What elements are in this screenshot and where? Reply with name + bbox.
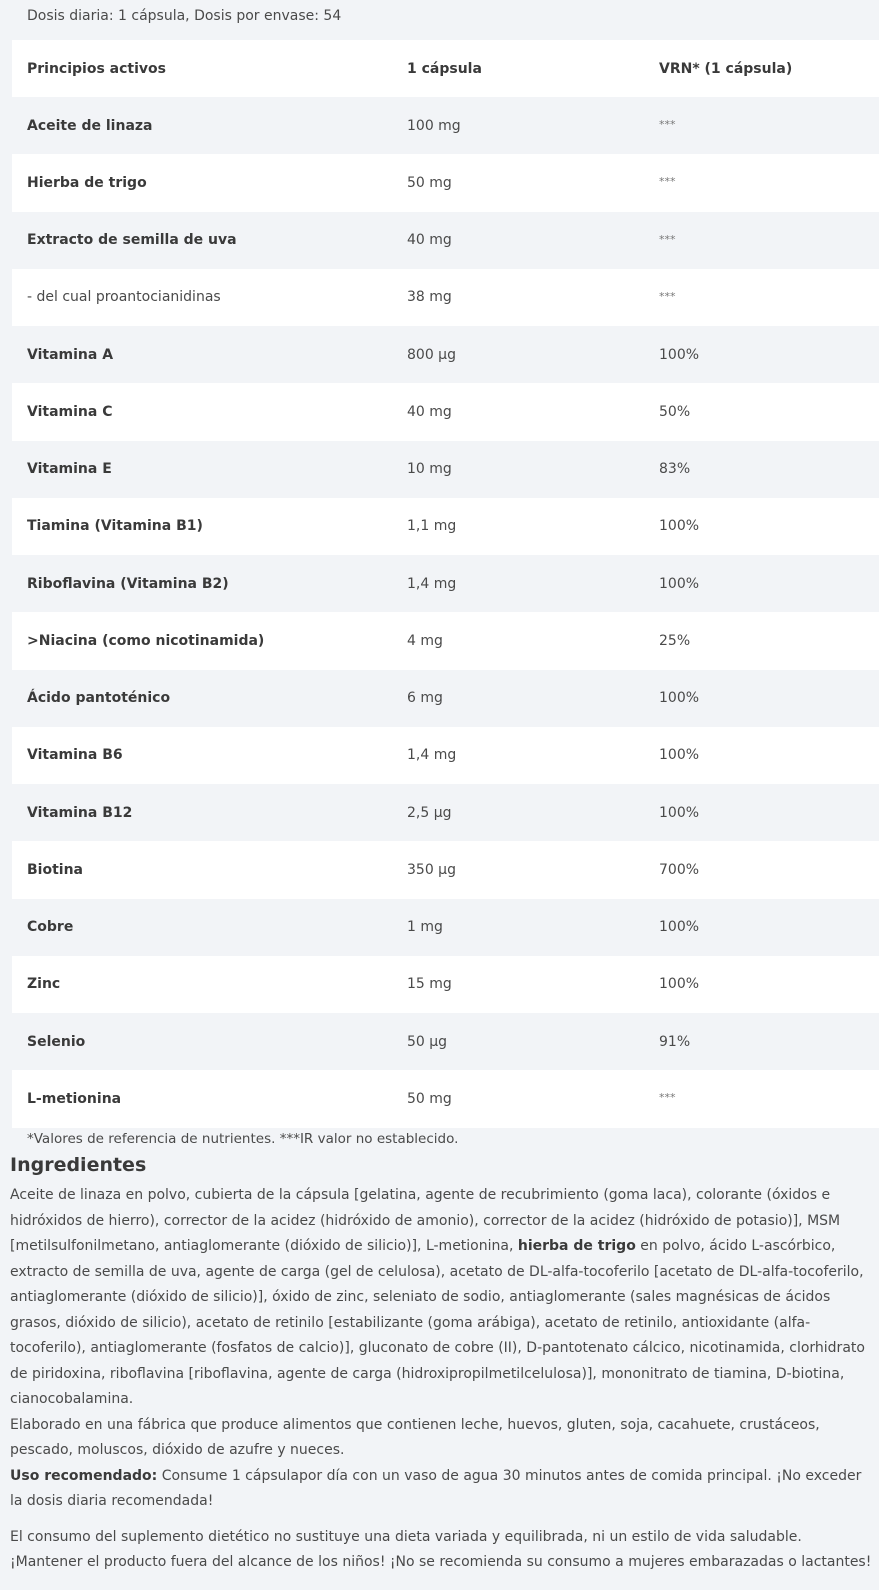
nutrient-vrn: 83% <box>659 461 691 478</box>
nutrient-vrn: 50% <box>659 403 691 420</box>
nutrient-name: Hierba de trigo <box>27 174 147 191</box>
nutrient-vrn: 25% <box>659 632 691 649</box>
nutrient-name: Vitamina C <box>27 403 113 420</box>
nutrient-vrn: 100% <box>659 804 700 821</box>
nutrient-amount: 50 mg <box>407 1090 452 1107</box>
nutrient-name: Vitamina E <box>27 461 112 478</box>
table-row <box>12 441 879 498</box>
usage-paragraph <box>10 1464 872 1515</box>
nutrient-amount: 350 µg <box>407 861 456 878</box>
header-vrn: VRN* (1 cápsula) <box>659 60 793 77</box>
ingredients-text-part1: Aceite de linaza en polvo, cubierta de la cápsula [gelatina, agente de recubrimiento (goma laca), colorante (óxidos e hidróxidos de hierro), corrector de la acidez (hidróxido de amonio), corrector de la acidez (hidróxido de potasio)], MSM [metilsulfonilmetano, antiaglomerante (dióxido de silicio)], L-metionina, <box>10 1187 841 1254</box>
table-row <box>12 1013 879 1070</box>
nutrient-amount: 100 mg <box>407 117 461 134</box>
nutrient-amount: 1,4 mg <box>407 575 457 592</box>
nutrient-amount: 40 mg <box>407 403 452 420</box>
table-row <box>12 899 879 956</box>
header-active-ingredients: Principios activos <box>27 60 166 77</box>
nutrient-vrn: *** <box>659 175 676 189</box>
nutrient-vrn: *** <box>659 1091 676 1105</box>
nutrient-name: >Niacina (como nicotinamida) <box>27 632 265 649</box>
nutrient-amount: 15 mg <box>407 976 452 993</box>
table-row <box>12 727 879 784</box>
nutrient-vrn: 100% <box>659 747 700 764</box>
nutrition-table <box>12 40 879 1128</box>
nutrient-name: L-metionina <box>27 1090 122 1107</box>
warning-text: El consumo del suplemento dietético no sustituye una dieta variada y equilibrada, ni un estilo de vida saludable. ¡Mantener el producto fuera del alcance de los niños! ¡No se recomienda su consumo a mujeres embarazadas o lactantes! <box>10 1528 872 1570</box>
nutrient-amount: 1 mg <box>407 919 443 936</box>
nutrient-name: Selenio <box>27 1033 86 1050</box>
table-row <box>12 212 879 269</box>
dose-line: Dosis diaria: 1 cápsula, Dosis por envase: 54 <box>27 8 342 24</box>
usage-label: Uso recomendado: <box>10 1467 158 1484</box>
ingredients-text-part2: en polvo, ácido L-ascórbico, extracto de semilla de uva, agente de carga (gel de celulosa), acetato de DL-alfa-tocoferilo [acetato de DL-alfa-tocoferilo, antiaglomerante (dióxido de silicio)], óxido de zinc, seleniato de sodio, antiaglomerante (sales magnésicas de ácidos grasos, dióxido de silicio), acetato de retinilo [estabilizante (goma arábiga), acetato de retinilo, antioxidante (alfa-tocoferilo), antiaglomerante (fosfatos de calcio)], gluconato de cobre (II), D-pantotenato cálcico, nicotinamida, clorhidrato de piridoxina, riboflavina [riboflavina, agente de carga (hidroxipropilmetilcelulosa)], mononitrato de tiamina, D-biotina, cianocobalamina. <box>10 1238 865 1407</box>
nutrient-name: Vitamina A <box>27 346 114 363</box>
nutrient-amount: 1,1 mg <box>407 518 457 535</box>
ingredients-section <box>10 1183 872 1576</box>
nutrient-name: Ácido pantoténico <box>27 690 171 707</box>
table-row <box>12 670 879 727</box>
usage-text: Consume 1 cápsulapor día con un vaso de agua 30 minutos antes de comida principal. ¡No exceder la dosis diaria recomendada! <box>10 1467 862 1509</box>
nutrient-vrn: 100% <box>659 976 700 993</box>
table-header <box>12 40 879 97</box>
nutrient-amount: 40 mg <box>407 232 452 249</box>
nutrient-name: Biotina <box>27 861 83 878</box>
nutrient-vrn: 100% <box>659 919 700 936</box>
nutrient-vrn: *** <box>659 232 676 246</box>
nutrient-name: Aceite de linaza <box>27 117 153 134</box>
nutrient-vrn: *** <box>659 289 676 303</box>
table-body <box>12 97 879 1128</box>
nutrient-amount: 10 mg <box>407 461 452 478</box>
nutrient-name: - del cual proantocianidinas <box>27 289 221 306</box>
header-per-capsule: 1 cápsula <box>407 60 482 77</box>
nutrient-amount: 800 µg <box>407 346 456 363</box>
table-row <box>12 269 879 326</box>
nutrient-amount: 6 mg <box>407 690 443 707</box>
table-footnote: *Valores de referencia de nutrientes. ***IR valor no establecido. <box>27 1131 459 1147</box>
nutrient-vrn: 100% <box>659 518 700 535</box>
table-row <box>12 784 879 841</box>
nutrient-amount: 2,5 µg <box>407 804 452 821</box>
table-row <box>12 555 879 612</box>
nutrient-vrn: 91% <box>659 1033 691 1050</box>
table-row <box>12 498 879 555</box>
nutrient-name: Cobre <box>27 919 74 936</box>
nutrient-vrn: 700% <box>659 861 700 878</box>
ingredients-list <box>10 1183 872 1413</box>
table-row <box>12 956 879 1013</box>
nutrient-name: Zinc <box>27 976 61 993</box>
nutrient-name: Vitamina B12 <box>27 804 133 821</box>
table-row <box>12 97 879 154</box>
ingredients-title: Ingredientes <box>10 1154 147 1176</box>
allergens-text: Elaborado en una fábrica que produce alimentos que contienen leche, huevos, gluten, soja, cacahuete, crustáceos, pescado, moluscos, dióxido de azufre y nueces. <box>10 1416 820 1458</box>
nutrient-amount: 50 mg <box>407 174 452 191</box>
table-row <box>12 841 879 898</box>
table-row <box>12 383 879 440</box>
nutrient-name: Riboflavina (Vitamina B2) <box>27 575 229 592</box>
nutrient-amount: 50 µg <box>407 1033 448 1050</box>
nutrient-vrn: 100% <box>659 575 700 592</box>
nutrient-amount: 4 mg <box>407 632 443 649</box>
nutrient-amount: 1,4 mg <box>407 747 457 764</box>
nutrient-name: Vitamina B6 <box>27 747 123 764</box>
ingredients-bold-term: hierba de trigo <box>517 1238 636 1254</box>
table-row <box>12 326 879 383</box>
nutrient-vrn: *** <box>659 118 676 131</box>
nutrient-vrn: 100% <box>659 346 700 363</box>
nutrient-name: Extracto de semilla de uva <box>27 232 237 249</box>
nutrient-name: Tiamina (Vitamina B1) <box>27 518 203 535</box>
table-row <box>12 154 879 211</box>
nutrient-amount: 38 mg <box>407 289 452 306</box>
nutrient-vrn: 100% <box>659 690 700 707</box>
table-row <box>12 1070 879 1127</box>
table-row <box>12 612 879 669</box>
